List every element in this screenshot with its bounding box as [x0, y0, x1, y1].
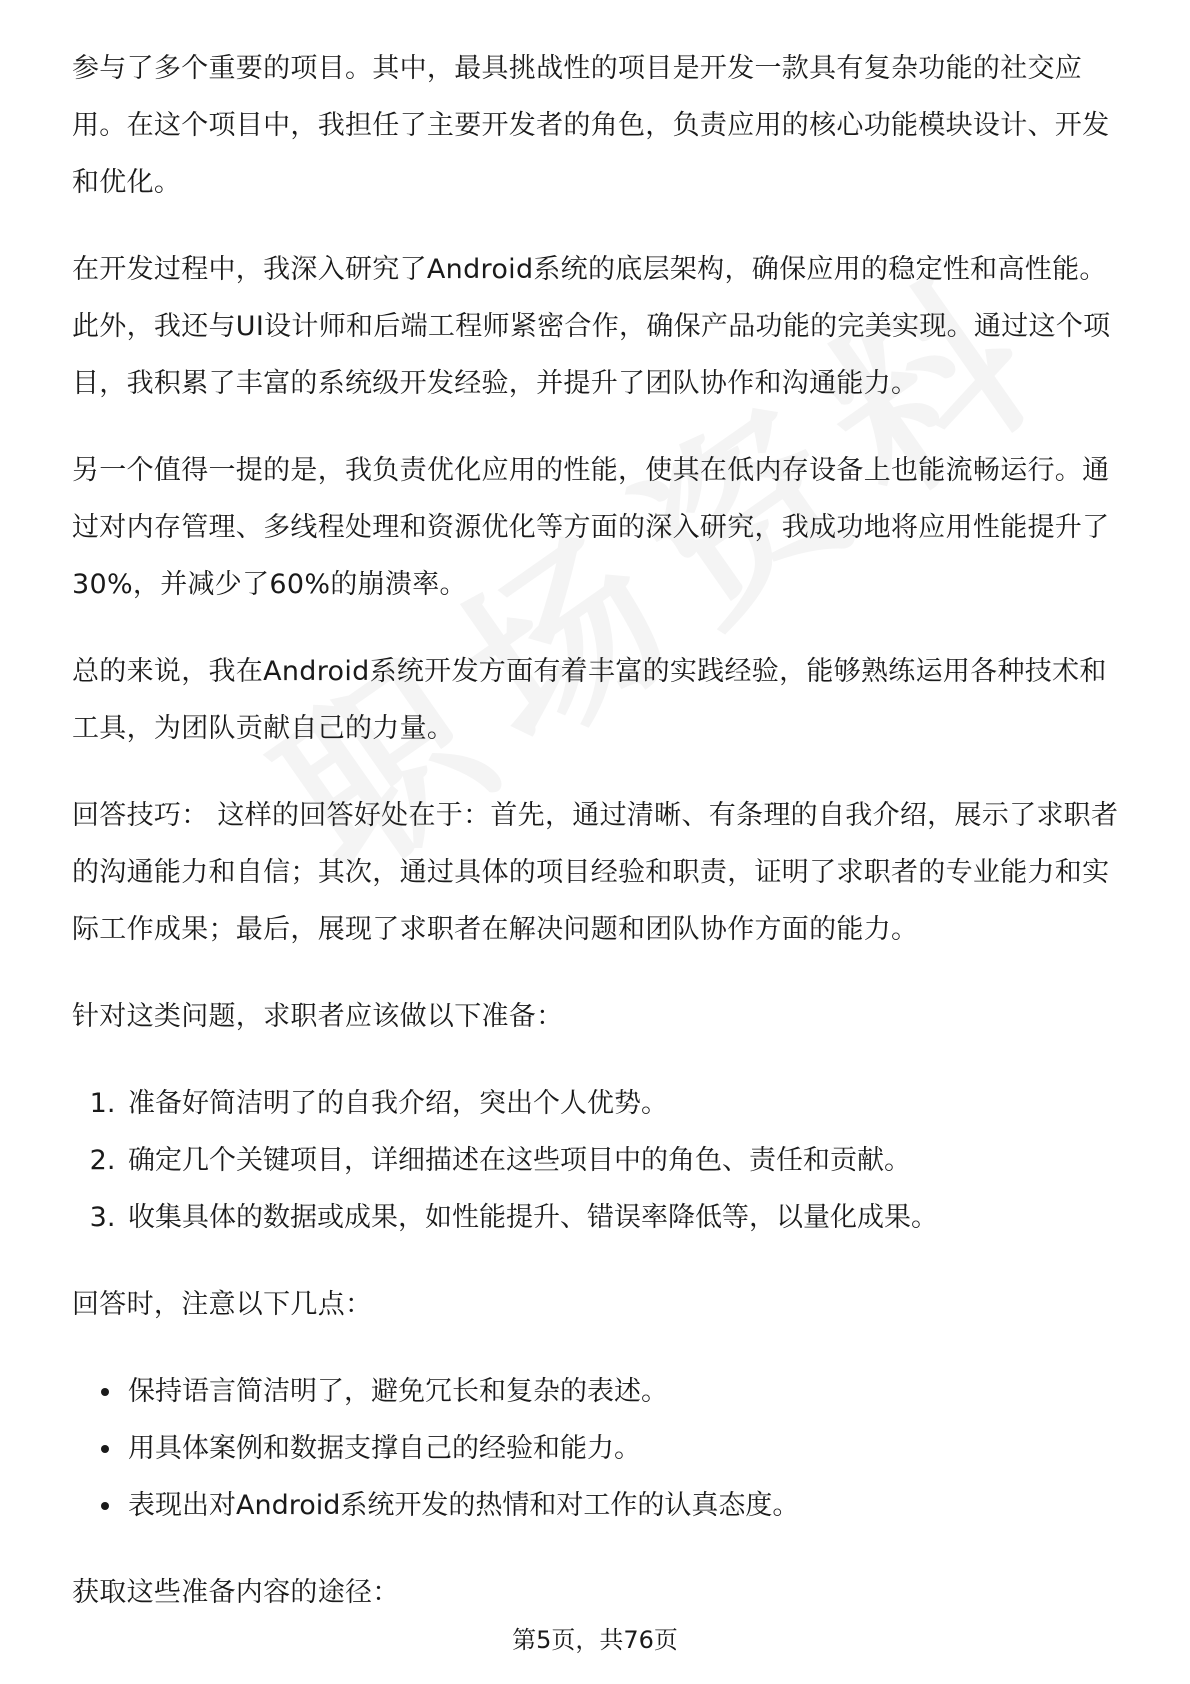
attention-points-list [72, 1363, 1122, 1534]
paragraph-prep-heading: 针对这类问题，求职者应该做以下准备： [72, 1001, 564, 1032]
paragraph-performance: 另一个值得一提的是，我负责优化应用的性能，使其在低内存设备上也能流畅运行。通过对内存管理、多线程处理和资源优化等方面的深入研究，我成功地将应用性能提升了30%，并减少了60%的崩溃率。 [72, 455, 1110, 600]
paragraph-answer-tips: 回答技巧： 这样的回答好处在于：首先，通过清晰、有条理的自我介绍，展示了求职者的沟通能力和自信；其次，通过具体的项目经验和职责，证明了求职者的专业能力和实际工作成果；最后，展现了求职者在解决问题和团队协作方面的能力。 [72, 800, 1119, 945]
paragraph-summary: 总的来说，我在Android系统开发方面有着丰富的实践经验，能够熟练运用各种技术和工具，为团队贡献自己的力量。 [72, 656, 1107, 744]
paragraph-development-process: 在开发过程中，我深入研究了Android系统的底层架构，确保应用的稳定性和高性能。此外，我还与UI设计师和后端工程师紧密合作，确保产品功能的完美实现。通过这个项目，我积累了丰富的系统级开发经验，并提升了团队协作和沟通能力。 [72, 254, 1111, 399]
page-footer: 第5页，共76页 [512, 1626, 678, 1654]
paragraph-closing-heading: 获取这些准备内容的途径： [72, 1577, 400, 1608]
list-item: • 用具体案例和数据支撑自己的经验和能力。 [124, 1420, 1122, 1477]
list-item: 2. 确定几个关键项目，详细描述在这些项目中的角色、责任和贡献。 [124, 1132, 1122, 1189]
paragraph-attention-heading: 回答时，注意以下几点： [72, 1289, 373, 1320]
prep-steps-list [72, 1075, 1122, 1246]
list-item: 1. 准备好简洁明了的自我介绍，突出个人优势。 [124, 1075, 1122, 1132]
list-item: • 表现出对Android系统开发的热情和对工作的认真态度。 [124, 1477, 1122, 1534]
paragraph-project-intro: 参与了多个重要的项目。其中，最具挑战性的项目是开发一款具有复杂功能的社交应用。在这个项目中，我担任了主要开发者的角色，负责应用的核心功能模块设计、开发和优化。 [72, 53, 1110, 198]
list-item: 3. 收集具体的数据或成果，如性能提升、错误率降低等，以量化成果。 [124, 1189, 1122, 1246]
list-item: • 保持语言简洁明了，避免冗长和复杂的表述。 [124, 1363, 1122, 1420]
document-body [72, 40, 1122, 1651]
